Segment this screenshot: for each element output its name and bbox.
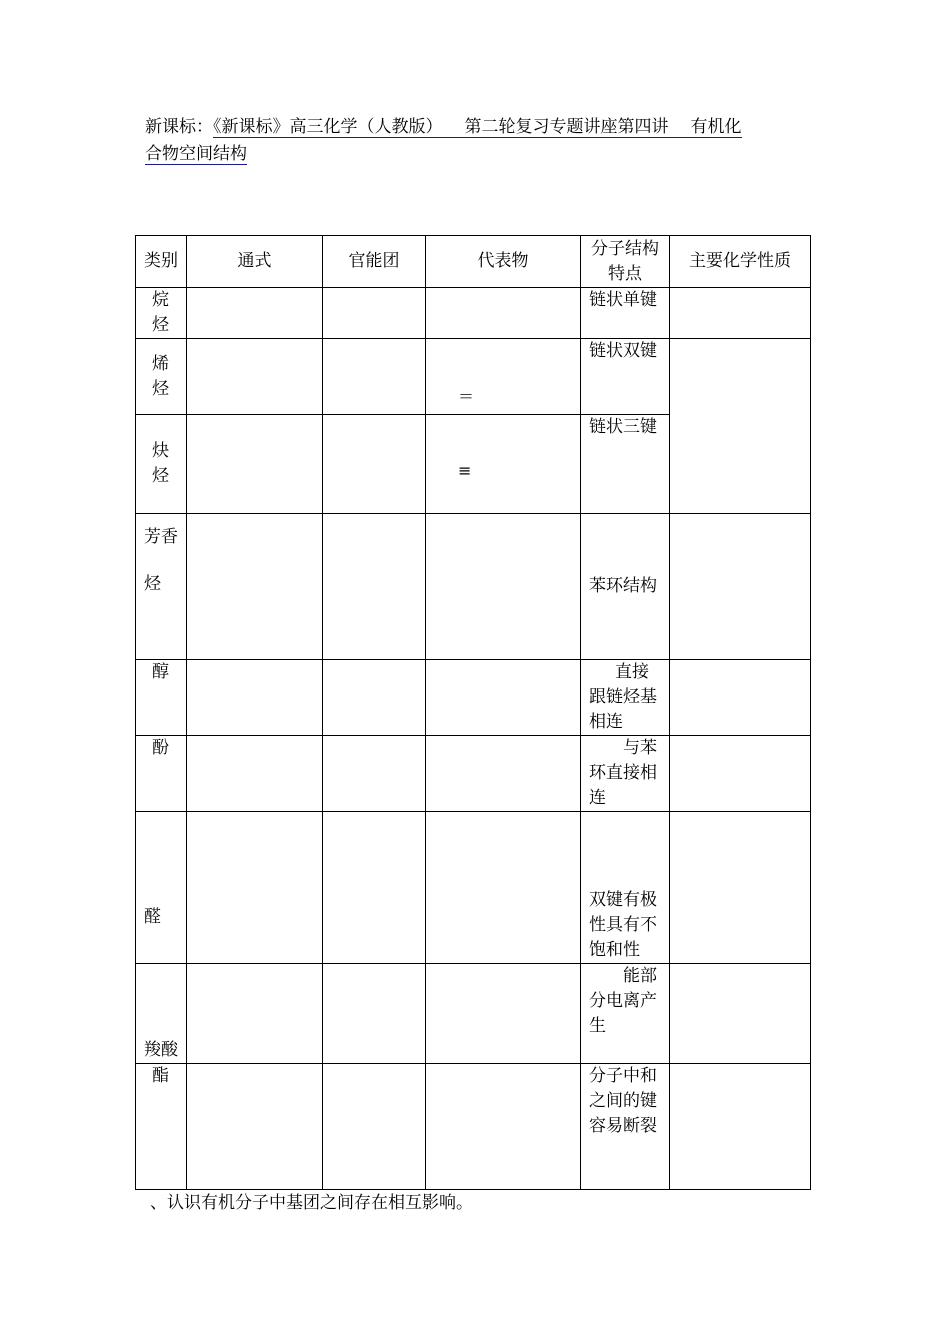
table-row xyxy=(136,660,811,736)
table-row xyxy=(136,514,811,660)
table-header-row xyxy=(136,236,811,288)
header-structure: 分子结构特点 xyxy=(581,236,670,288)
page-header xyxy=(145,114,815,168)
table-row xyxy=(136,288,811,339)
row-structure: 链状单键 xyxy=(581,288,670,339)
double-bond-symbol: ＝ xyxy=(458,387,475,406)
row-structure: 链状三键 xyxy=(581,415,670,514)
row-structure: 直接跟链烃基相连 xyxy=(581,660,670,736)
row-structure: 双键有极性具有不饱和性 xyxy=(581,812,670,964)
row-structure: 分子中和之间的键容易断裂 xyxy=(581,1064,670,1190)
row-category-stacked xyxy=(136,514,187,660)
row-category: 羧酸 xyxy=(136,964,187,1064)
row-category: 烷烃 xyxy=(136,288,187,339)
row-category: 烯烃 xyxy=(136,339,187,415)
table-row xyxy=(136,964,811,1064)
row-category: 炔烃 xyxy=(136,415,187,514)
table-row xyxy=(136,1064,811,1190)
row-category: 芳香烃 xyxy=(144,527,178,594)
row-structure: 苯环结构 xyxy=(581,514,670,660)
table-row xyxy=(136,736,811,812)
row-category: 酯 xyxy=(136,1064,187,1190)
footer-text: 、认识有机分子中基团之间存在相互影响。 xyxy=(150,1193,473,1213)
row-structure: 链状双键 xyxy=(581,339,670,415)
row-structure: 与苯环直接相连 xyxy=(581,736,670,812)
header-representative: 代表物 xyxy=(426,236,581,288)
row-category: 酚 xyxy=(136,736,187,812)
row-category: 醛 xyxy=(136,812,187,964)
header-category: 类别 xyxy=(136,236,187,288)
row-structure: 能部分电离产生 xyxy=(581,964,670,1064)
header-formula: 通式 xyxy=(187,236,323,288)
table-row xyxy=(136,812,811,964)
header-properties: 主要化学性质 xyxy=(670,236,811,288)
organic-compounds-table xyxy=(135,235,811,1190)
header-functional-group: 官能团 xyxy=(323,236,426,288)
triple-bond-symbol: ≡ xyxy=(458,461,472,480)
header-title-link[interactable]: 《新课标》高三化学（人教版） 第二轮复习专题讲座第四讲 有机化 合物空间结构 xyxy=(145,117,742,164)
row-category: 醇 xyxy=(136,660,187,736)
header-prefix: 新课标： xyxy=(145,117,213,137)
